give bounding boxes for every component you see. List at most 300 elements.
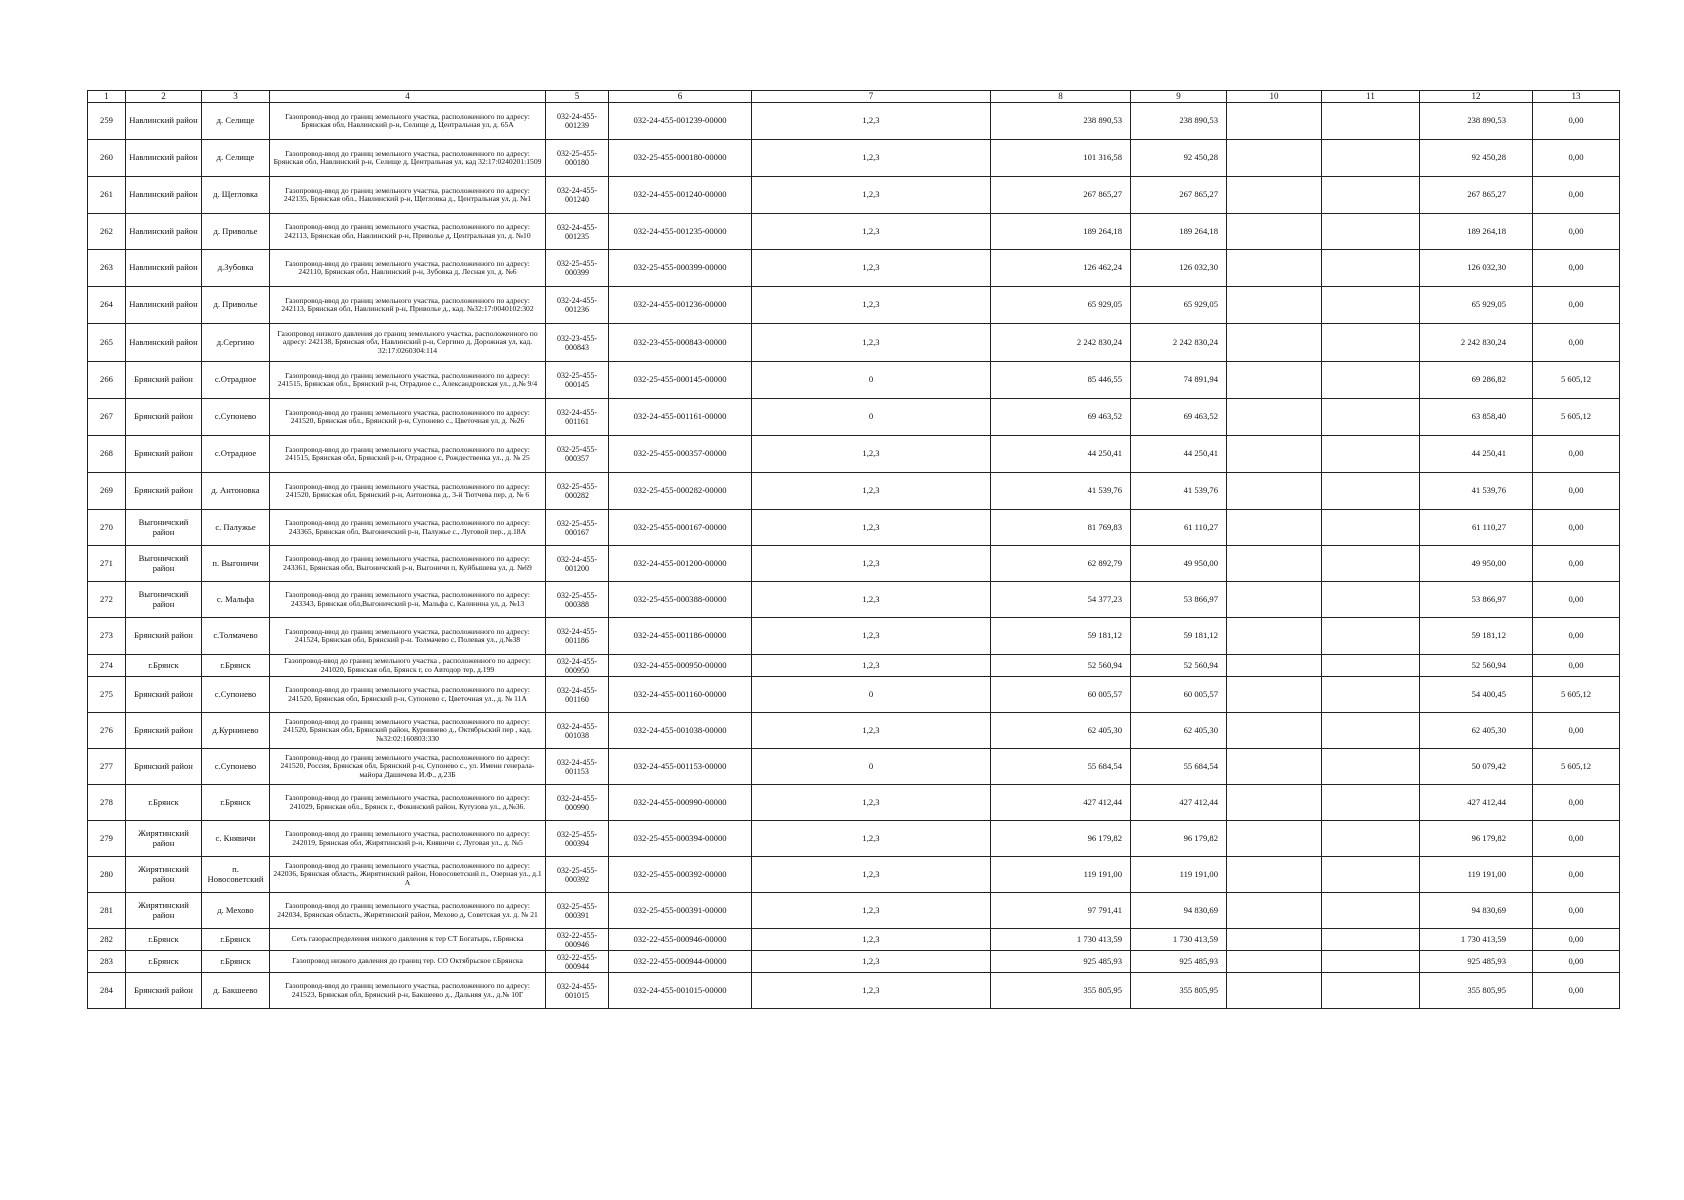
column-12-value: 41 539,76: [1420, 473, 1533, 510]
row-number: 274: [88, 655, 126, 677]
settlement-name: д. Бакшеево: [202, 973, 270, 1009]
inventory-number: 032-24-455-001240-00000: [609, 177, 752, 214]
column-10-value: [1227, 473, 1322, 510]
document-sheet: [87, 90, 1620, 1009]
column-12-value: 267 865,27: [1420, 177, 1533, 214]
settlement-name: г.Брянск: [202, 655, 270, 677]
cadastral-number: 032-25-455-000399: [546, 250, 609, 287]
column-9-value: 60 005,57: [1131, 677, 1227, 713]
inventory-number: 032-25-455-000394-00000: [609, 821, 752, 857]
settlement-name: д. Приволье: [202, 287, 270, 324]
column-7-value: 1,2,3: [752, 250, 991, 287]
object-address: Газопровод-ввод до границ земельного участка, расположенного по адресу: 242019, Брянская обл, Жирятинский р-н, Княвичи с, Луговая ул., д. №5: [270, 821, 546, 857]
column-11-value: [1322, 362, 1420, 399]
column-9-value: 61 110,27: [1131, 510, 1227, 546]
column-10-value: [1227, 929, 1322, 951]
column-11-value: [1322, 473, 1420, 510]
column-7-value: 1,2,3: [752, 951, 991, 973]
column-9-value: 69 463,52: [1131, 399, 1227, 436]
settlement-name: с.Супонево: [202, 749, 270, 785]
column-10-value: [1227, 103, 1322, 140]
column-9-value: 65 929,05: [1131, 287, 1227, 324]
cadastral-number: 032-25-455-000145: [546, 362, 609, 399]
settlement-name: с. Палужье: [202, 510, 270, 546]
column-9-value: 189 264,18: [1131, 214, 1227, 250]
object-address: Газопровод-ввод до границ земельного участка, расположенного по адресу: 242034, Брянская область, Жирятинский район, Мехово д, Советская ул. д. № 21: [270, 893, 546, 929]
column-header: 2: [126, 91, 202, 103]
object-address: Газопровод-ввод до границ земельного участка, расположенного по адресу: 243365, Брянская обл, Выгоничский р-н, Палужье с., Луговой пер., д.18А: [270, 510, 546, 546]
column-8-value: 54 377,23: [991, 582, 1131, 618]
district-name: Выгоничский район: [126, 582, 202, 618]
column-12-value: 62 405,30: [1420, 713, 1533, 749]
column-13-value: 0,00: [1533, 973, 1620, 1009]
column-9-value: 59 181,12: [1131, 618, 1227, 655]
row-number: 275: [88, 677, 126, 713]
cadastral-number: 032-24-455-001015: [546, 973, 609, 1009]
object-address: Газопровод-ввод до границ земельного участка, расположенного по адресу: 241520, Брянская обл, Брянский район, Курнинево д., Октябрьский пер , кад.№32:02:160803:330: [270, 713, 546, 749]
table-row: [88, 250, 1620, 287]
column-13-value: 0,00: [1533, 618, 1620, 655]
column-13-value: 0,00: [1533, 214, 1620, 250]
column-9-value: 55 684,54: [1131, 749, 1227, 785]
column-7-value: 0: [752, 749, 991, 785]
column-13-value: 5 605,12: [1533, 399, 1620, 436]
cadastral-number: 032-24-455-001161: [546, 399, 609, 436]
column-header: 10: [1227, 91, 1322, 103]
register-table: [87, 90, 1620, 1009]
column-11-value: [1322, 287, 1420, 324]
inventory-number: 032-25-455-000167-00000: [609, 510, 752, 546]
cadastral-number: 032-25-455-000167: [546, 510, 609, 546]
column-header: 11: [1322, 91, 1420, 103]
column-10-value: [1227, 399, 1322, 436]
column-8-value: 97 791,41: [991, 893, 1131, 929]
column-10-value: [1227, 951, 1322, 973]
table-row: [88, 362, 1620, 399]
cadastral-number: 032-24-455-001235: [546, 214, 609, 250]
column-8-value: 62 405,30: [991, 713, 1131, 749]
district-name: Навлинский район: [126, 177, 202, 214]
object-address: Газопровод-ввод до границ земельного участка, расположенного по адресу: 242113, Брянская обл, Навлинский р-н, Приволье д., кад. №32:17:0040102:302: [270, 287, 546, 324]
cadastral-number: 032-25-455-000394: [546, 821, 609, 857]
column-8-value: 52 560,94: [991, 655, 1131, 677]
column-10-value: [1227, 749, 1322, 785]
cadastral-number: 032-24-455-001200: [546, 546, 609, 582]
column-7-value: 0: [752, 362, 991, 399]
column-11-value: [1322, 103, 1420, 140]
table-body: [88, 103, 1620, 1009]
column-11-value: [1322, 618, 1420, 655]
district-name: Жирятинский район: [126, 893, 202, 929]
inventory-number: 032-23-455-000843-00000: [609, 324, 752, 362]
column-11-value: [1322, 951, 1420, 973]
column-9-value: 427 412,44: [1131, 785, 1227, 821]
column-12-value: 126 032,30: [1420, 250, 1533, 287]
table-row: [88, 140, 1620, 177]
column-13-value: 0,00: [1533, 893, 1620, 929]
column-7-value: 1,2,3: [752, 510, 991, 546]
column-8-value: 69 463,52: [991, 399, 1131, 436]
cadastral-number: 032-23-455-000843: [546, 324, 609, 362]
row-number: 269: [88, 473, 126, 510]
column-9-value: 925 485,93: [1131, 951, 1227, 973]
row-number: 282: [88, 929, 126, 951]
column-7-value: 1,2,3: [752, 436, 991, 473]
column-13-value: 0,00: [1533, 436, 1620, 473]
object-address: Газопровод-ввод до границ земельного участка, расположенного по адресу: 241029, Брянская обл., Брянск г., Фокинский район, Кутузова ул., д.№36.: [270, 785, 546, 821]
district-name: Навлинский район: [126, 103, 202, 140]
inventory-number: 032-24-455-001161-00000: [609, 399, 752, 436]
column-7-value: 1,2,3: [752, 287, 991, 324]
column-7-value: 1,2,3: [752, 324, 991, 362]
column-13-value: 5 605,12: [1533, 362, 1620, 399]
column-12-value: 119 191,00: [1420, 857, 1533, 893]
column-7-value: 1,2,3: [752, 618, 991, 655]
district-name: Брянский район: [126, 749, 202, 785]
object-address: Сеть газораспределения низкого давления к тер СТ Богатырь, г.Брянска: [270, 929, 546, 951]
inventory-number: 032-24-455-001015-00000: [609, 973, 752, 1009]
district-name: г.Брянск: [126, 929, 202, 951]
column-10-value: [1227, 250, 1322, 287]
column-11-value: [1322, 713, 1420, 749]
district-name: Навлинский район: [126, 214, 202, 250]
table-row: [88, 214, 1620, 250]
object-address: Газопровод-ввод до границ земельного участка, расположенного по адресу: 241515, Брянская обл., Брянский р-н, Отрадное с., Александровская ул., д.№ 9/4: [270, 362, 546, 399]
column-10-value: [1227, 140, 1322, 177]
cadastral-number: 032-24-455-001153: [546, 749, 609, 785]
settlement-name: г.Брянск: [202, 929, 270, 951]
column-12-value: 1 730 413,59: [1420, 929, 1533, 951]
column-header: 6: [609, 91, 752, 103]
cadastral-number: 032-24-455-001240: [546, 177, 609, 214]
column-7-value: 1,2,3: [752, 893, 991, 929]
column-9-value: 92 450,28: [1131, 140, 1227, 177]
inventory-number: 032-24-455-001153-00000: [609, 749, 752, 785]
column-header: 13: [1533, 91, 1620, 103]
column-header: 1: [88, 91, 126, 103]
inventory-number: 032-25-455-000388-00000: [609, 582, 752, 618]
column-9-value: 267 865,27: [1131, 177, 1227, 214]
column-10-value: [1227, 677, 1322, 713]
column-13-value: 0,00: [1533, 177, 1620, 214]
column-12-value: 355 805,95: [1420, 973, 1533, 1009]
settlement-name: д. Селище: [202, 103, 270, 140]
row-number: 277: [88, 749, 126, 785]
settlement-name: д.Сергино: [202, 324, 270, 362]
column-11-value: [1322, 510, 1420, 546]
column-11-value: [1322, 785, 1420, 821]
inventory-number: 032-25-455-000145-00000: [609, 362, 752, 399]
settlement-name: д. Щегловка: [202, 177, 270, 214]
row-number: 271: [88, 546, 126, 582]
column-9-value: 355 805,95: [1131, 973, 1227, 1009]
column-9-value: 53 866,97: [1131, 582, 1227, 618]
inventory-number: 032-25-455-000392-00000: [609, 857, 752, 893]
column-10-value: [1227, 287, 1322, 324]
inventory-number: 032-24-455-000950-00000: [609, 655, 752, 677]
column-7-value: 1,2,3: [752, 857, 991, 893]
column-10-value: [1227, 214, 1322, 250]
cadastral-number: 032-22-455-000946: [546, 929, 609, 951]
column-10-value: [1227, 785, 1322, 821]
row-number: 265: [88, 324, 126, 362]
row-number: 261: [88, 177, 126, 214]
table-row: [88, 973, 1620, 1009]
column-8-value: 2 242 830,24: [991, 324, 1131, 362]
district-name: Навлинский район: [126, 140, 202, 177]
object-address: Газопровод низкого давления до границ тер. СО Октябрьское г.Брянска: [270, 951, 546, 973]
column-13-value: 0,00: [1533, 857, 1620, 893]
cadastral-number: 032-25-455-000180: [546, 140, 609, 177]
column-9-value: 94 830,69: [1131, 893, 1227, 929]
column-header: 7: [752, 91, 991, 103]
column-header-row: [88, 91, 1620, 103]
column-10-value: [1227, 618, 1322, 655]
column-11-value: [1322, 821, 1420, 857]
settlement-name: с.Толмачево: [202, 618, 270, 655]
district-name: г.Брянск: [126, 785, 202, 821]
column-8-value: 1 730 413,59: [991, 929, 1131, 951]
table-row: [88, 857, 1620, 893]
district-name: Выгоничский район: [126, 546, 202, 582]
column-10-value: [1227, 857, 1322, 893]
cadastral-number: 032-24-455-000950: [546, 655, 609, 677]
cadastral-number: 032-22-455-000944: [546, 951, 609, 973]
column-10-value: [1227, 973, 1322, 1009]
table-row: [88, 324, 1620, 362]
column-10-value: [1227, 324, 1322, 362]
inventory-number: 032-25-455-000399-00000: [609, 250, 752, 287]
column-12-value: 63 858,40: [1420, 399, 1533, 436]
table-row: [88, 677, 1620, 713]
column-7-value: 1,2,3: [752, 473, 991, 510]
cadastral-number: 032-24-455-001038: [546, 713, 609, 749]
cadastral-number: 032-25-455-000282: [546, 473, 609, 510]
column-7-value: 1,2,3: [752, 214, 991, 250]
column-7-value: 0: [752, 399, 991, 436]
settlement-name: п. Выгоничи: [202, 546, 270, 582]
district-name: Брянский район: [126, 473, 202, 510]
district-name: Брянский район: [126, 436, 202, 473]
object-address: Газопровод-ввод до границ земельного участка, расположенного по адресу: 242135, Брянская обл., Навлинский р-н, Щегловка д., Центральная ул, д. №1: [270, 177, 546, 214]
column-13-value: 0,00: [1533, 324, 1620, 362]
settlement-name: с.Супонево: [202, 399, 270, 436]
column-13-value: 0,00: [1533, 655, 1620, 677]
district-name: Выгоничский район: [126, 510, 202, 546]
column-8-value: 101 316,58: [991, 140, 1131, 177]
cadastral-number: 032-25-455-000391: [546, 893, 609, 929]
district-name: Брянский район: [126, 362, 202, 399]
inventory-number: 032-25-455-000282-00000: [609, 473, 752, 510]
table-row: [88, 399, 1620, 436]
column-13-value: 0,00: [1533, 951, 1620, 973]
column-12-value: 52 560,94: [1420, 655, 1533, 677]
district-name: Брянский район: [126, 618, 202, 655]
row-number: 263: [88, 250, 126, 287]
column-11-value: [1322, 582, 1420, 618]
settlement-name: г.Брянск: [202, 951, 270, 973]
inventory-number: 032-24-455-001160-00000: [609, 677, 752, 713]
inventory-number: 032-25-455-000357-00000: [609, 436, 752, 473]
table-row: [88, 546, 1620, 582]
cadastral-number: 032-24-455-001236: [546, 287, 609, 324]
column-9-value: 41 539,76: [1131, 473, 1227, 510]
table-row: [88, 893, 1620, 929]
column-13-value: 0,00: [1533, 473, 1620, 510]
column-11-value: [1322, 677, 1420, 713]
column-11-value: [1322, 749, 1420, 785]
column-8-value: 59 181,12: [991, 618, 1131, 655]
column-7-value: 0: [752, 677, 991, 713]
column-10-value: [1227, 177, 1322, 214]
table-row: [88, 951, 1620, 973]
settlement-name: д. Приволье: [202, 214, 270, 250]
column-header: 8: [991, 91, 1131, 103]
inventory-number: 032-24-455-001236-00000: [609, 287, 752, 324]
object-address: Газопровод-ввод до границ земельного участка, расположенного по адресу: 243361, Брянская обл, Выгоничский р-н, Выгоничи п, Куйбышева ул, д. №69: [270, 546, 546, 582]
row-number: 281: [88, 893, 126, 929]
row-number: 259: [88, 103, 126, 140]
column-11-value: [1322, 324, 1420, 362]
inventory-number: 032-24-455-001186-00000: [609, 618, 752, 655]
district-name: Навлинский район: [126, 324, 202, 362]
column-13-value: 0,00: [1533, 546, 1620, 582]
column-13-value: 5 605,12: [1533, 749, 1620, 785]
column-11-value: [1322, 436, 1420, 473]
settlement-name: д. Селище: [202, 140, 270, 177]
object-address: Газопровод-ввод до границ земельного участка, расположенного по адресу: Брянская обл, Навлинский р-н, Селище д, Центральная ул, кад 32:17:0240201:1509: [270, 140, 546, 177]
row-number: 283: [88, 951, 126, 973]
column-8-value: 238 890,53: [991, 103, 1131, 140]
inventory-number: 032-24-455-001235-00000: [609, 214, 752, 250]
column-7-value: 1,2,3: [752, 582, 991, 618]
column-13-value: 0,00: [1533, 785, 1620, 821]
column-7-value: 1,2,3: [752, 929, 991, 951]
cadastral-number: 032-24-455-001160: [546, 677, 609, 713]
column-12-value: 54 400,45: [1420, 677, 1533, 713]
table-row: [88, 103, 1620, 140]
column-11-value: [1322, 399, 1420, 436]
column-8-value: 65 929,05: [991, 287, 1131, 324]
object-address: Газопровод-ввод до границ земельного участка, расположенного по адресу: 243343, Брянская обл,Выгоничский р-н, Мальфа с, Калинина ул, д. №13: [270, 582, 546, 618]
column-10-value: [1227, 582, 1322, 618]
cadastral-number: 032-25-455-000388: [546, 582, 609, 618]
table-row: [88, 929, 1620, 951]
column-11-value: [1322, 655, 1420, 677]
column-9-value: 74 891,94: [1131, 362, 1227, 399]
inventory-number: 032-24-455-001038-00000: [609, 713, 752, 749]
settlement-name: д. Мехово: [202, 893, 270, 929]
column-11-value: [1322, 546, 1420, 582]
column-7-value: 1,2,3: [752, 713, 991, 749]
settlement-name: с.Отрадное: [202, 436, 270, 473]
column-11-value: [1322, 893, 1420, 929]
column-10-value: [1227, 655, 1322, 677]
district-name: г.Брянск: [126, 951, 202, 973]
column-7-value: 1,2,3: [752, 785, 991, 821]
column-12-value: 238 890,53: [1420, 103, 1533, 140]
column-12-value: 94 830,69: [1420, 893, 1533, 929]
column-7-value: 1,2,3: [752, 973, 991, 1009]
column-9-value: 62 405,30: [1131, 713, 1227, 749]
column-7-value: 1,2,3: [752, 177, 991, 214]
row-number: 284: [88, 973, 126, 1009]
object-address: Газопровод-ввод до границ земельного участка, расположенного по адресу: 241523, Брянская обл, Брянский р-н, Бакшеево д., Дальняя ул., д.№ 10Г: [270, 973, 546, 1009]
column-8-value: 126 462,24: [991, 250, 1131, 287]
row-number: 264: [88, 287, 126, 324]
row-number: 272: [88, 582, 126, 618]
table-row: [88, 287, 1620, 324]
settlement-name: п. Новосоветский: [202, 857, 270, 893]
table-row: [88, 582, 1620, 618]
column-9-value: 49 950,00: [1131, 546, 1227, 582]
table-row: [88, 510, 1620, 546]
column-8-value: 85 446,55: [991, 362, 1131, 399]
column-13-value: 0,00: [1533, 821, 1620, 857]
object-address: Газопровод-ввод до границ земельного участка, расположенного по адресу: 242110, Брянская обл, Навлинский р-н, Зубовка д, Лесная ул, д. №6: [270, 250, 546, 287]
column-13-value: 5 605,12: [1533, 677, 1620, 713]
district-name: Навлинский район: [126, 287, 202, 324]
column-13-value: 0,00: [1533, 929, 1620, 951]
cadastral-number: 032-24-455-000990: [546, 785, 609, 821]
object-address: Газопровод-ввод до границ земельного участка, расположенного по адресу: Брянская обл, Навлинский р-н, Селище д, Центральная ул, д. 65А: [270, 103, 546, 140]
column-8-value: 44 250,41: [991, 436, 1131, 473]
column-10-value: [1227, 510, 1322, 546]
row-number: 268: [88, 436, 126, 473]
cadastral-number: 032-24-455-001186: [546, 618, 609, 655]
object-address: Газопровод-ввод до границ земельного участка, расположенного по адресу: 242113, Брянская обл, Навлинский р-н, Приволье д, Центральная ул, д. №10: [270, 214, 546, 250]
row-number: 270: [88, 510, 126, 546]
column-7-value: 1,2,3: [752, 655, 991, 677]
table-row: [88, 436, 1620, 473]
column-9-value: 2 242 830,24: [1131, 324, 1227, 362]
inventory-number: 032-24-455-000990-00000: [609, 785, 752, 821]
column-8-value: 119 191,00: [991, 857, 1131, 893]
column-12-value: 44 250,41: [1420, 436, 1533, 473]
table-row: [88, 749, 1620, 785]
column-9-value: 1 730 413,59: [1131, 929, 1227, 951]
inventory-number: 032-24-455-001239-00000: [609, 103, 752, 140]
row-number: 276: [88, 713, 126, 749]
column-header: 3: [202, 91, 270, 103]
settlement-name: д. Антоновка: [202, 473, 270, 510]
district-name: Жирятинский район: [126, 857, 202, 893]
column-12-value: 925 485,93: [1420, 951, 1533, 973]
object-address: Газопровод-ввод до границ земельного участка, расположенного по адресу: 242036, Брянская область, Жирятинский район, Новосоветский п., Озерная ул., д.1 А: [270, 857, 546, 893]
column-header: 9: [1131, 91, 1227, 103]
column-12-value: 49 950,00: [1420, 546, 1533, 582]
column-12-value: 96 179,82: [1420, 821, 1533, 857]
column-8-value: 96 179,82: [991, 821, 1131, 857]
inventory-number: 032-25-455-000391-00000: [609, 893, 752, 929]
column-12-value: 53 866,97: [1420, 582, 1533, 618]
row-number: 266: [88, 362, 126, 399]
column-header: 12: [1420, 91, 1533, 103]
column-header: 4: [270, 91, 546, 103]
column-12-value: 189 264,18: [1420, 214, 1533, 250]
district-name: г.Брянск: [126, 655, 202, 677]
table-row: [88, 821, 1620, 857]
object-address: Газопровод-ввод до границ земельного участка, расположенного по адресу: 241520, Брянская обл, Брянский р-н, Супонево с, Цветочная ул., д. № 11А: [270, 677, 546, 713]
table-row: [88, 618, 1620, 655]
column-13-value: 0,00: [1533, 510, 1620, 546]
column-12-value: 50 079,42: [1420, 749, 1533, 785]
column-10-value: [1227, 713, 1322, 749]
row-number: 267: [88, 399, 126, 436]
column-13-value: 0,00: [1533, 250, 1620, 287]
column-8-value: 81 769,83: [991, 510, 1131, 546]
settlement-name: с.Супонево: [202, 677, 270, 713]
